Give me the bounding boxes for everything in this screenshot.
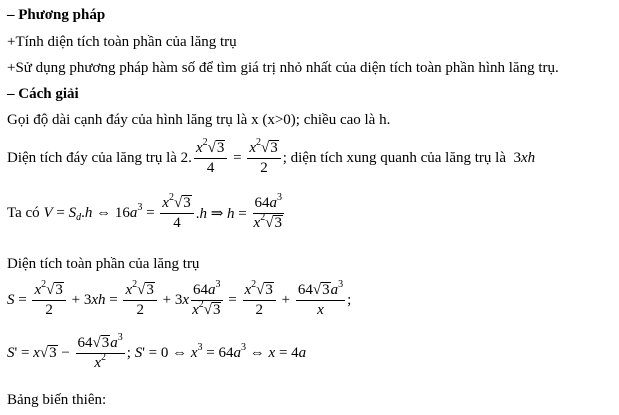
base-area-result-fraction: $\frac{x^2√3}{2}$ (247, 140, 280, 177)
solution-intro: Gọi độ dài cạnh đáy của hình lăng trụ là x (x>0); chiều cao là h. (7, 112, 391, 128)
variation-table-label: Bảng biến thiên: (7, 392, 107, 408)
base-area-prefix: Diện tích đáy của lăng trụ là 2. (7, 150, 192, 166)
total-area-formula: S = $\frac{x^2√3}{2}$ + 3xh = $\frac{x^2√3}{2}$ + 3x $\frac{64a^3}{x^2√3}$ = $\frac{x^2√3}{2}$ + $\frac{64√3a^3}{x}$ ; (7, 279, 352, 318)
volume-equation-line: Ta có $V = S_d.h$ ⇔ $16a^3$ = $\frac{x^2√3}{4}$ .h ⇒ h = $\frac{64a^3}{x^2√3}$ (7, 192, 282, 231)
solution-heading: – Cách giải (7, 86, 79, 102)
method-heading: – Phương pháp (7, 7, 106, 23)
height-fraction: $\frac{64a^3}{x^2√3}$ (253, 192, 282, 231)
base-area-line: Diện tích đáy của lăng trụ là 2. $\frac{x^2√3}{4}$ = $\frac{x^2√3}{2}$ ; diện tích xung quanh của lăng trụ là 3xh (7, 137, 536, 176)
method-step-2: +Sử dụng phương pháp hàm số để tìm giá trị nhỏ nhất của diện tích toàn phần hình lăng trụ. (7, 60, 559, 76)
derivative-line: S' = x√3 − $\frac{64√3a^3}{x^2}$ ; S' = 0 ⇔ $x^3 = 64a^3$ ⇔ x = 4a (7, 332, 307, 371)
base-area-fraction: $\frac{x^2√3}{4}$ (194, 140, 227, 177)
we-have-label: Ta có (7, 205, 40, 221)
lateral-area-text: ; diện tích xung quanh của lăng trụ là (282, 150, 506, 166)
method-step-1: +Tính diện tích toàn phần của lăng trụ (7, 34, 237, 50)
volume-fraction: $\frac{x^2√3}{4}$ (160, 195, 193, 232)
total-area-label: Diện tích toàn phần của lăng trụ (7, 256, 200, 272)
